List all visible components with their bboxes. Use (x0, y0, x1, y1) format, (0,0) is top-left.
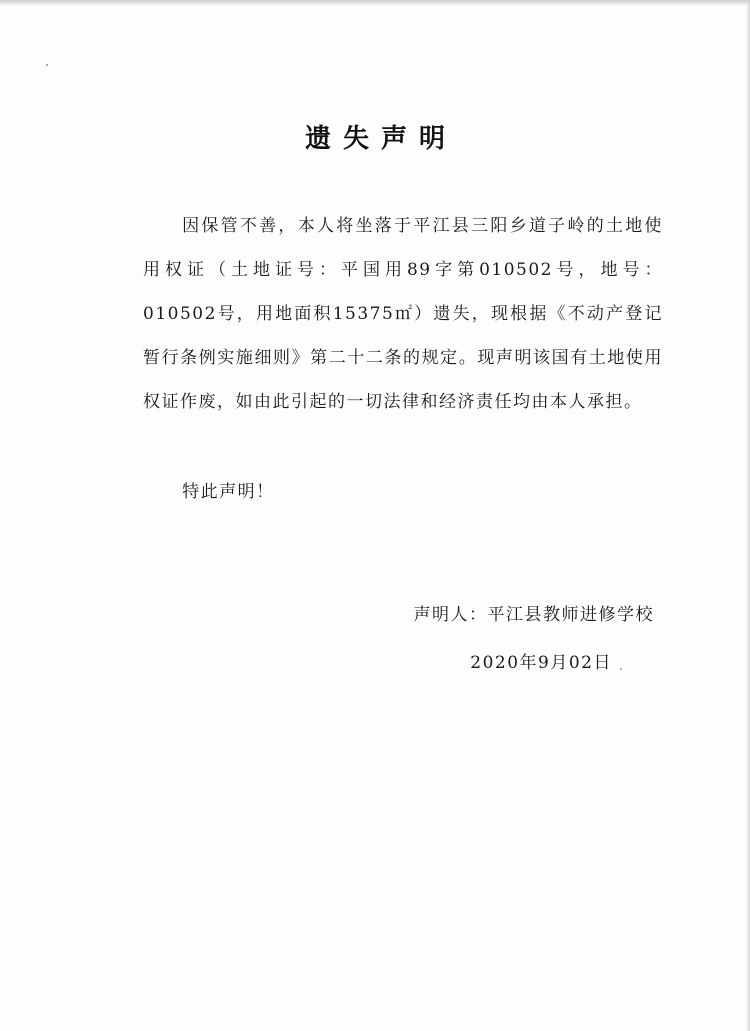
scan-edge-top (0, 0, 750, 6)
scan-speck (46, 64, 48, 66)
scan-speck (620, 668, 622, 670)
closing-statement: 特此声明！ (182, 482, 275, 502)
body-paragraph: 因保管不善，本人将坐落于平江县三阳乡道子岭的土地使用权证（土地证号：平国用89字第010502号，地号：010502号，用地面积15375㎡）遗失，现根据《不动产登记暂行条例实施细则》第二十二条的规定。现声明该国有土地使用权证作废，如由此引起的一切法律和经济责任均由本人承担。 (143, 216, 663, 412)
signatory-line: 声明人：平江县教师进修学校 (413, 605, 654, 625)
document-body (143, 204, 663, 424)
document-date: 2020年9月02日 (470, 653, 612, 673)
document-title: 遗失声明 (304, 124, 457, 154)
